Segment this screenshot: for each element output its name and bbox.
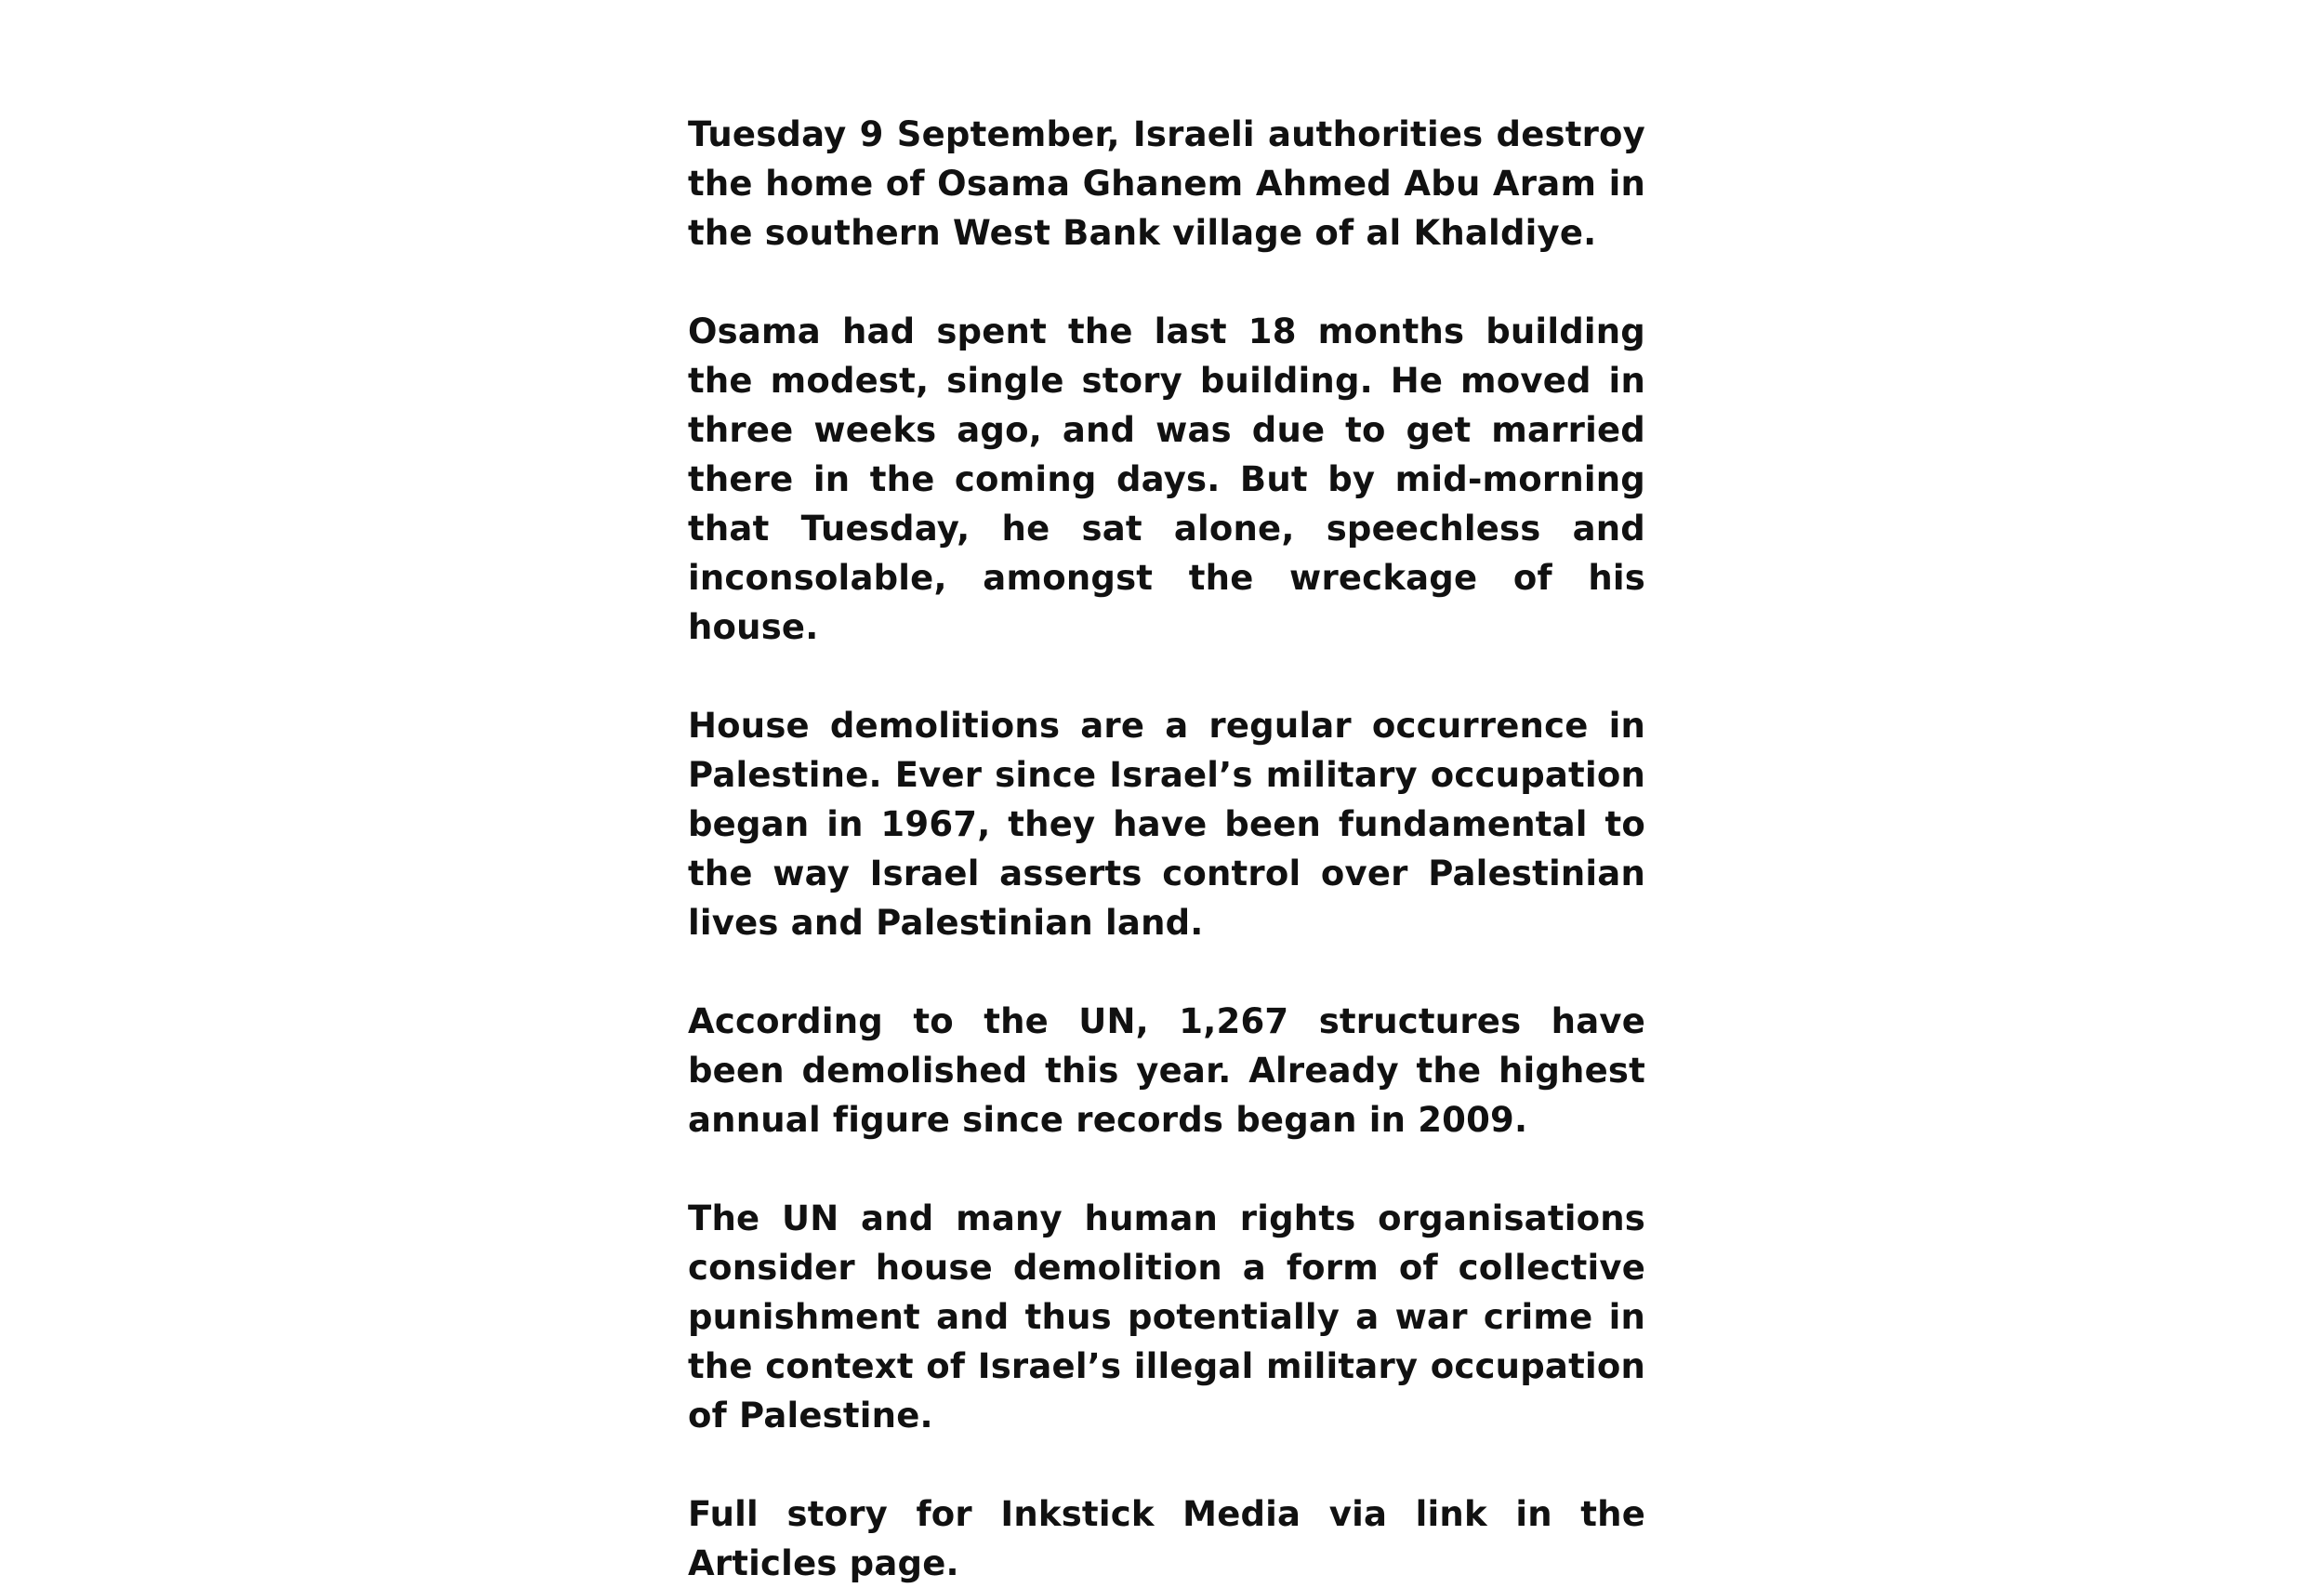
paragraph-demolition-context: House demolitions are a regular occurrence in Palestine. Ever since Israel’s military occupation began in 1967, they have been fundamental to the way Israel asserts control over Palestinian lives and Palestinian land.: [688, 706, 1645, 943]
paragraph-demolition-event: Tuesday 9 September, Israeli authorities destroy the home of Osama Ghanem Ahmed Abu Aram in the southern West Bank village of al Khaldiye.: [688, 114, 1645, 253]
paragraph-full-story-note: Full story for Inkstick Media via link in the Articles page.: [688, 1494, 1645, 1583]
paragraph-legal-context: The UN and many human rights organisations consider house demolition a form of collective punishment and thus potentially a war crime in the context of Israel’s illegal military occupation of Palestine.: [688, 1198, 1645, 1436]
article-body: [688, 110, 1645, 1588]
paragraph-osama-story: Osama had spent the last 18 months building the modest, single story building. He moved in three weeks ago, and was due to get married there in the coming days. But by mid-morning that Tuesday, he sat alone, speechless and inconsolable, amongst the wreckage of his house.: [688, 311, 1645, 647]
paragraph-un-statistics: According to the UN, 1,267 structures have been demolished this year. Already the highest annual figure since records began in 2009.: [688, 1001, 1645, 1140]
